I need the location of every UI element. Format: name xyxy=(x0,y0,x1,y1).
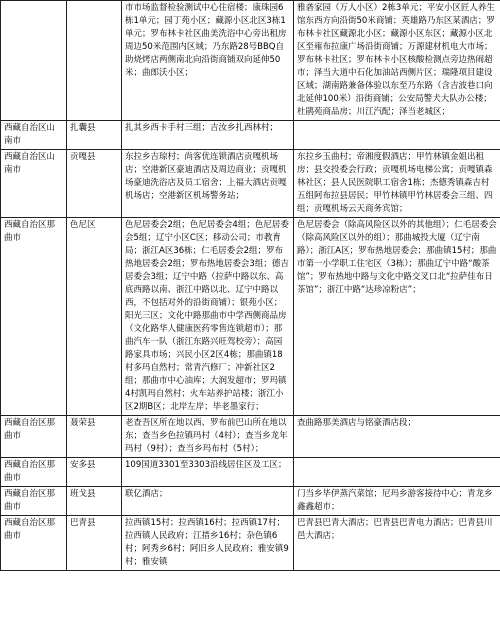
area-cell-secondary xyxy=(294,416,500,458)
region-cell xyxy=(1,458,67,487)
region-cell-text: 西藏自治区那曲市 xyxy=(4,489,56,512)
region-cell-text: 西藏自治区那曲市 xyxy=(4,460,56,483)
area-cell-secondary-text: 巴青县巴青大酒店；巴青县巴青电力酒店；巴青县川邑大酒店； xyxy=(297,518,493,541)
area-cell xyxy=(122,487,294,516)
county-cell-text: 巴青县 xyxy=(70,518,96,528)
region-cell xyxy=(1,516,67,571)
area-cell-secondary xyxy=(294,516,500,571)
county-cell-text: 贡嘎县 xyxy=(70,152,96,162)
area-cell-text: 市市场监督检验测试中心住宿楼；康珠园6栋1单元；园丁苑小区；藏源小区北区3栋1单元；罗布林卡社区曲美洗浴中心旁出租房周边50米范围内区域；乃东路28号BBQ自助烧烤店两侧南北向沿街商铺双向延伸50米；曲郎沃小区； xyxy=(125,3,287,78)
county-cell xyxy=(67,416,122,458)
area-cell-secondary-text: 查曲路那美酒店与铭豪酒店段； xyxy=(297,418,417,428)
area-cell-secondary xyxy=(294,458,500,487)
region-cell-text: 西藏自治区山南市 xyxy=(4,123,56,146)
area-cell xyxy=(122,1,294,121)
county-cell xyxy=(67,121,122,150)
area-cell-secondary xyxy=(294,218,500,416)
area-cell xyxy=(122,458,294,487)
area-cell xyxy=(122,416,294,458)
table-row xyxy=(1,1,500,121)
area-cell-secondary-text: 东拉乡玉曲村；帝湘度假酒店；甲竹林镇金姐出租房；县交投委会行政；贡嘎机场电梯公寓；贡嘎镇森林社区；县人民医院职工宿舍1栋；杰德秀镇森吉村五组阿布拉县居民；甲竹林镇甲竹林居委会三组、四组；贡嘎机场云天商务宾馆； xyxy=(297,152,493,214)
region-cell-text: 西藏自治区那曲市 xyxy=(4,418,56,441)
region-cell-text: 西藏自治区那曲市 xyxy=(4,220,56,243)
table-row xyxy=(1,458,500,487)
region-cell xyxy=(1,150,67,218)
county-cell-text: 班戈县 xyxy=(70,489,96,499)
county-cell xyxy=(67,487,122,516)
area-cell-secondary xyxy=(294,150,500,218)
area-cell-secondary-text: 色尼居委会（除高风险区以外的其他组）；仁毛居委会（除高风险区以外的组）；那曲城投大厦（辽宁南路）；浙江A区；罗布热地居委会；那曲镇15村；那曲市第一小学职工住宅区（3栋）；那曲辽宁中路“酸茶馆”；罗布热地中路与文化中路交叉口北“拉萨佳布日茶馆”；浙江中路“达珍凉粉店”； xyxy=(297,220,497,295)
area-cell-secondary-text: 门当乡毕伊蒸汽菜馆；尼玛乡游客接待中心；青龙乡鑫鑫超市； xyxy=(297,489,493,512)
county-cell xyxy=(67,1,122,121)
county-cell xyxy=(67,458,122,487)
region-cell xyxy=(1,121,67,150)
table-row xyxy=(1,487,500,516)
area-cell-text: 拉西镇15村；拉西镇16村；拉西镇17村；拉西镇人民政府；江措乡16村；杂色镇6村；阿秀乡6村；阿旧乡人民政府；雅安镇9村；雅安镇 xyxy=(125,518,289,567)
table-row xyxy=(1,150,500,218)
area-cell-secondary xyxy=(294,487,500,516)
county-cell xyxy=(67,516,122,571)
area-cell-secondary-text: 雅砻家园（万人小区）2栋3单元；平安小区匠人养生馆东西方向沿街50米商铺；英雄路乃东区某酒店；罗布林卡社区藏源北小区；藏源小区东区；藏源小区北区至雍布拉康广场沿街商铺；万源建材机电大市场；罗布林卡社区；罗布林卡小区核酸检测点旁边热闹超市；泽当大道中石化加油站西侧片区；瑞隆项目建设区域；湖南路兼备体验以东至乃东路（含吉波巷口向北延伸100米）沿街商铺；公安局警犬大队办公楼；杜鹃苑商品房；川江汽配；泽当老城区； xyxy=(297,3,495,117)
table-row xyxy=(1,218,500,416)
table-row xyxy=(1,516,500,571)
table-row xyxy=(1,121,500,150)
area-cell-secondary xyxy=(294,121,500,150)
county-cell xyxy=(67,218,122,416)
area-cell-secondary xyxy=(294,1,500,121)
area-cell-text: 扎其乡西卡手村三组；吉汝乡扎西林村； xyxy=(125,123,279,133)
area-cell-text: 老查吾区所在地以西、罗布前巴山所在地以东；查当乡色拉镇玛村（4村）；查当乡龙年玛村（9村）；查当乡玛布村（5村）； xyxy=(125,418,288,454)
region-cell xyxy=(1,487,67,516)
county-cell-text: 扎囊县 xyxy=(70,123,96,133)
region-cell xyxy=(1,218,67,416)
region-cell xyxy=(1,1,67,121)
table-row xyxy=(1,416,500,458)
area-cell xyxy=(122,218,294,416)
table-body xyxy=(1,1,500,571)
region-cell-text: 西藏自治区山南市 xyxy=(4,152,56,175)
region-cell-text: 西藏自治区那曲市 xyxy=(4,518,56,541)
county-cell xyxy=(67,150,122,218)
county-cell-text: 聂荣县 xyxy=(70,418,96,428)
area-cell xyxy=(122,150,294,218)
area-cell-text: 色尼居委会2组；色尼居委会4组；色尼居委会5组；辽宁小区C区；移动公司；市教育局；浙江A区36栋；仁毛居委会2组；罗布热地居委会2组；罗布热地居委会3组；德吉居委会3组；辽宁中路（拉萨中路以东、高底西路以南、浙江中路以北、辽宁中路以西，不包括对外的沿街商铺）；银苑小区；阳光三区；文化中路那曲市中学西侧商品房（文化路华人健康医药零售连锁超市）；那曲汽车一队（浙江东路兴旺驾校旁）；高园路家具市场；兴民小区2区4栋；那曲镇18村多玛自然村；常青汽修厂；冲新社区2组；那曲市中心油库；大润发超市；罗玛镇4村凯玛自然村；火车站养护站楼；浙江小区2期B区；北岸左岸；毕老墨家行； xyxy=(125,220,289,412)
area-cell-text: 东拉乡吉琼村；尚客优连锁酒店贡嘎机场店；空港新区豪迪酒店及周边商业；贡嘎机场豪迪洗浴店及员工宿舍；上福大酒店贡嘎机场店；空港新区机场警务站； xyxy=(125,152,287,201)
area-cell-text: 109国道3301至3303沿线居住区及工区； xyxy=(125,460,287,470)
area-cell xyxy=(122,516,294,571)
area-cell-text: 联亿酒店； xyxy=(125,489,168,499)
county-cell-text: 色尼区 xyxy=(70,220,96,230)
region-cell xyxy=(1,416,67,458)
county-cell-text: 安多县 xyxy=(70,460,96,470)
area-cell xyxy=(122,121,294,150)
